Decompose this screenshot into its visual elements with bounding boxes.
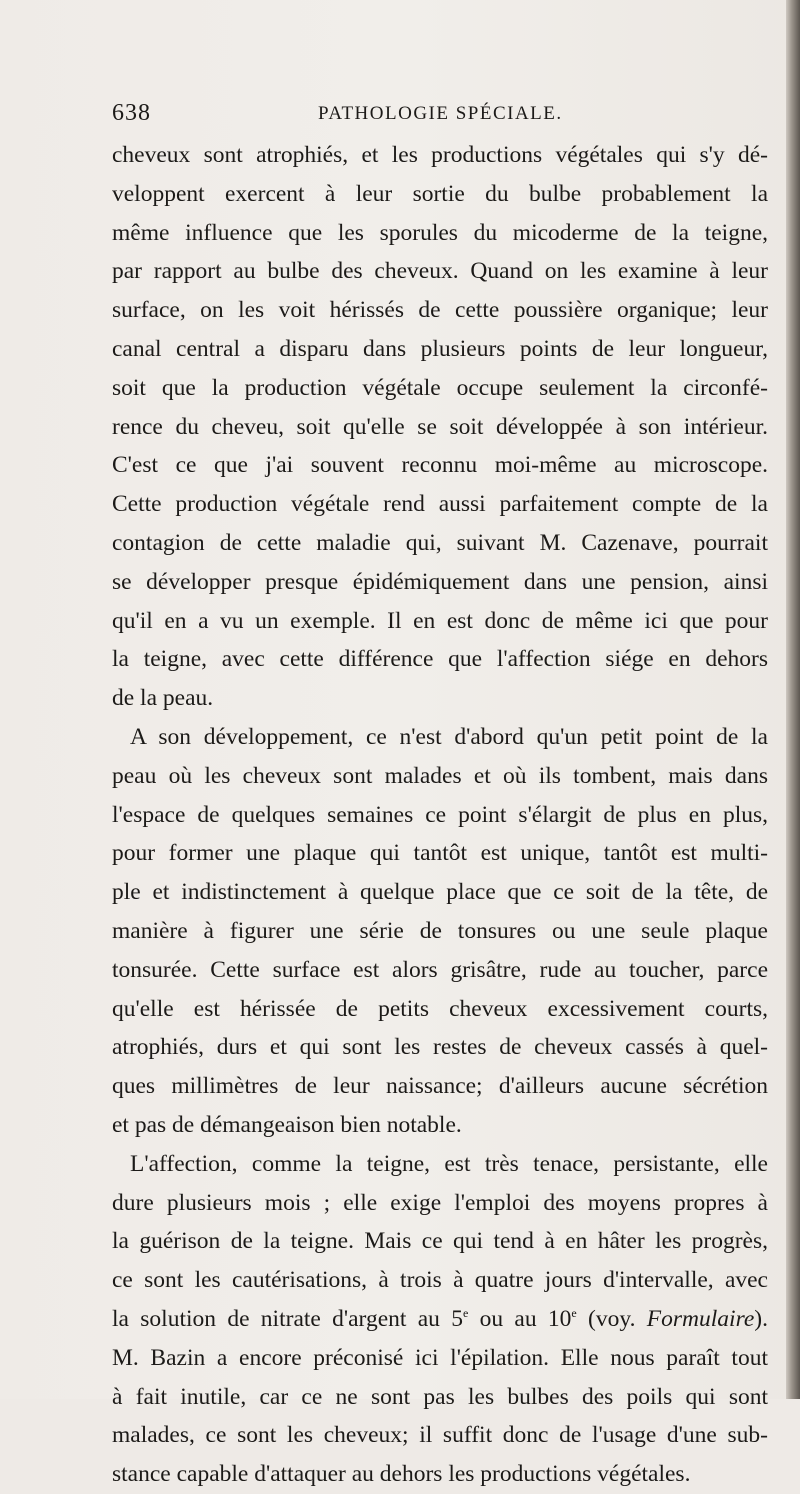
text-line: peau où les cheveux sont malades et où ils tombent, mais dans [112, 762, 768, 789]
text-line: soit que la production végétale occupe seulement la circonfé- [112, 374, 768, 401]
text-line: atrophiés, durs et qui sont les restes de cheveux cassés à quel- [112, 1034, 768, 1061]
italic-reference: Formulaire [646, 1305, 755, 1332]
paragraph-end-line: de la peau. [112, 685, 214, 712]
text-line: canal central a disparu dans plusieurs points de leur longueur, [112, 335, 768, 362]
text-line: surface, on les voit hérissés de cette poussière organique; leur [112, 297, 768, 324]
text-line: rence du cheveu, soit qu'elle se soit développée à son intérieur. [112, 413, 768, 440]
text-line: à fait inutile, car ce ne sont pas les bulbes des poils qui sont [112, 1383, 768, 1410]
text-line: l'espace de quelques semaines ce point s'élargit de plus en plus, [112, 801, 768, 828]
paragraph-start-line: A son développement, ce n'est d'abord qu'un petit point de la [130, 723, 768, 750]
text-line: même influence que les sporules du micoderme de la teigne, [112, 219, 768, 246]
text-line: ple et indistinctement à quelque place que ce soit de la tête, de [112, 879, 768, 906]
text-segment: (voy. [576, 1305, 647, 1332]
page-edge-shadow [786, 0, 800, 1399]
body-text [112, 136, 768, 1494]
text-line: pour former une plaque qui tantôt est unique, tantôt est multi- [112, 840, 768, 867]
text-line: la teigne, avec cette différence que l'affection siége en dehors [112, 646, 768, 673]
text-line: par rapport au bulbe des cheveux. Quand on les examine à leur [112, 258, 768, 285]
text-segment: ou au 10 [468, 1305, 572, 1332]
superscript: e [462, 1306, 469, 1321]
text-line-formulaire [112, 1300, 768, 1339]
text-line: malades, ce sont les cheveux; il suffit donc de l'usage d'une sub- [112, 1422, 768, 1449]
text-line: cheveux sont atrophiés, et les productions végétales qui s'y dé- [112, 142, 768, 168]
text-segment: ). [754, 1305, 768, 1332]
text-line: M. Bazin a encore préconisé ici l'épilation. Elle nous paraît tout [112, 1344, 768, 1371]
text-line: se développer presque épidémiquement dans une pension, ainsi [112, 568, 768, 595]
text-line: manière à figurer une série de tonsures ou une seule plaque [112, 917, 768, 944]
text-line: ques millimètres de leur naissance; d'ailleurs aucune sécrétion [112, 1073, 768, 1100]
paragraph-start-line: L'affection, comme la teigne, est très tenace, persistante, elle [130, 1150, 768, 1177]
superscript: e [571, 1306, 577, 1321]
running-title: PATHOLOGIE SPÉCIALE. [318, 103, 563, 124]
paragraph-end-line: et pas de démangeaison bien notable. [112, 1111, 462, 1138]
text-line: Cette production végétale rend aussi parfaitement compte de la [112, 491, 768, 518]
text-line: qu'il en a vu un exemple. Il en est donc de même ici que pour [112, 607, 768, 634]
text-line: qu'elle est hérissée de petits cheveux excessivement courts, [112, 995, 768, 1022]
page-header [112, 100, 760, 130]
text-line: la guérison de la teigne. Mais ce qui tend à en hâter les progrès, [112, 1228, 768, 1255]
page-number: 638 [112, 100, 151, 126]
text-line: veloppent exercent à leur sortie du bulbe probablement la [112, 180, 768, 207]
paragraph-end-line: stance capable d'attaquer au dehors les productions végétales. [112, 1461, 691, 1488]
text-line: ce sont les cautérisations, à trois à quatre jours d'intervalle, avec [112, 1267, 768, 1294]
text-line: tonsurée. Cette surface est alors grisâtre, rude au toucher, parce [112, 956, 768, 983]
text-line: contagion de cette maladie qui, suivant M. Cazenave, pourrait [112, 529, 768, 556]
text-line: dure plusieurs mois ; elle exige l'emploi des moyens propres à [112, 1189, 768, 1216]
text-line: C'est ce que j'ai souvent reconnu moi-même au microscope. [112, 452, 768, 479]
text-segment: la solution de nitrate d'argent au 5 [112, 1305, 463, 1332]
